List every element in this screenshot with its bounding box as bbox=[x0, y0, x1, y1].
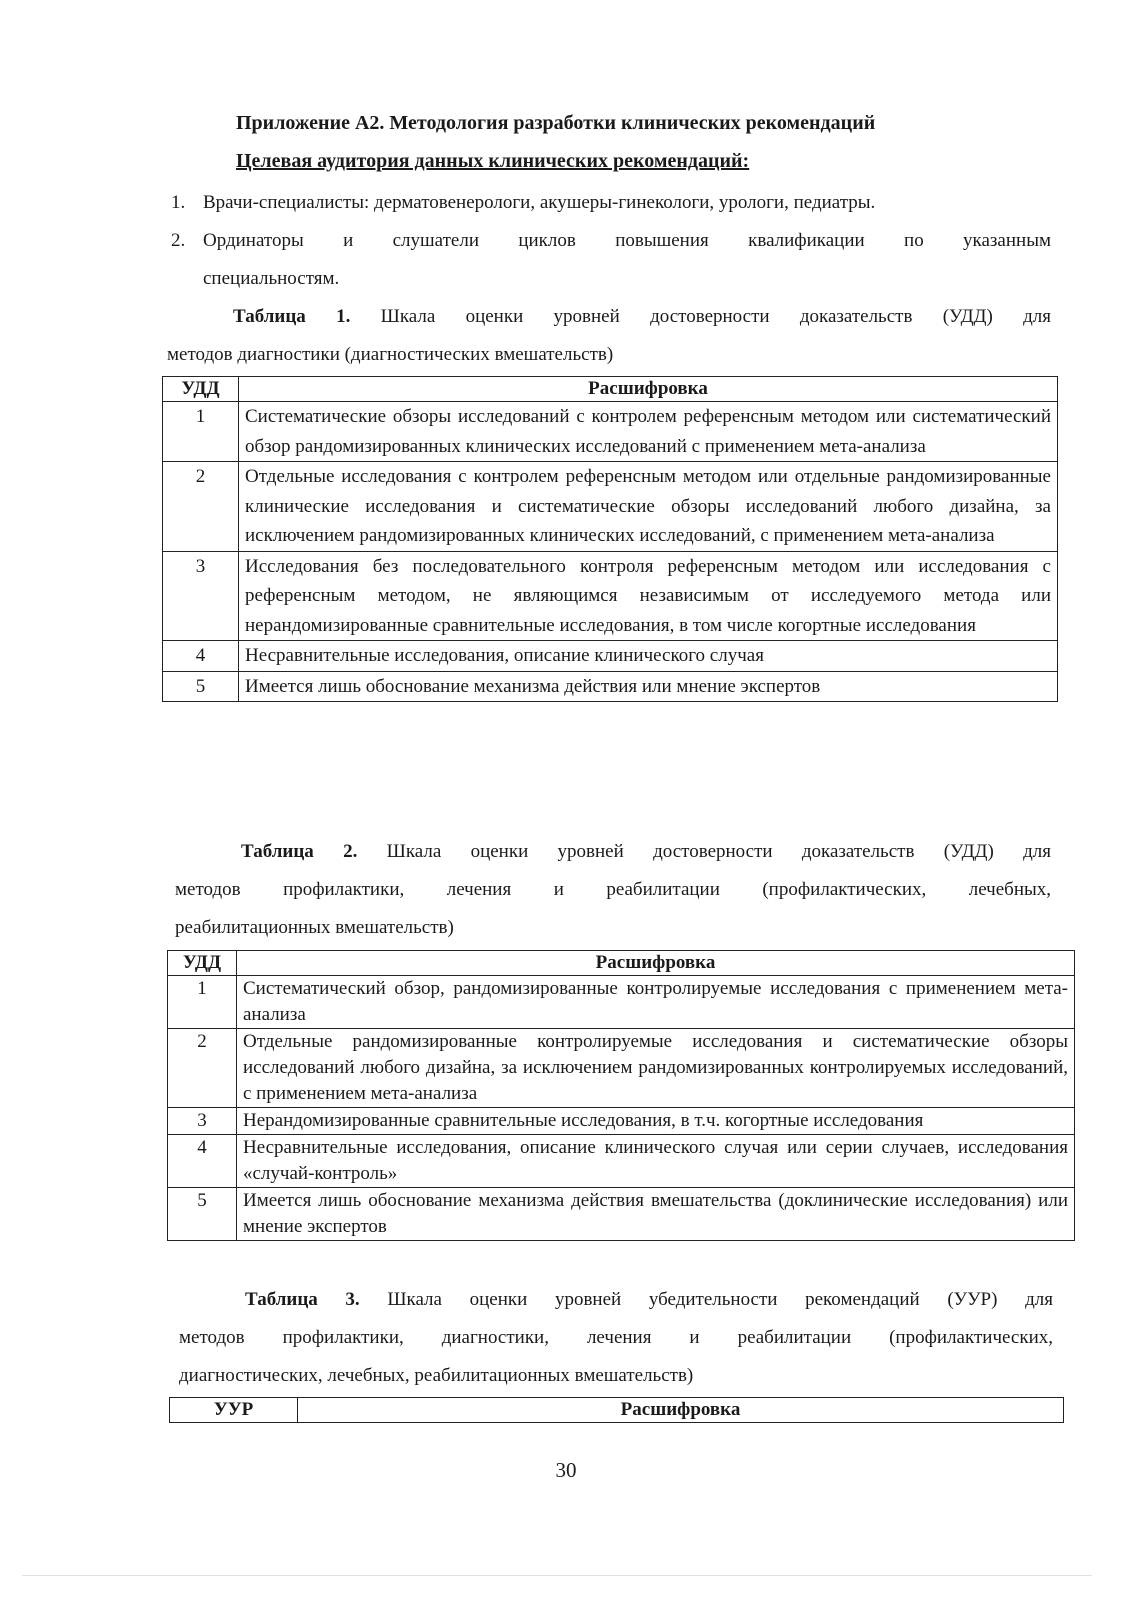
list-text-continuation: специальностям. bbox=[203, 268, 340, 289]
column-header-udd: УДД bbox=[163, 377, 239, 402]
list-number: 2. bbox=[171, 230, 186, 251]
table2 bbox=[167, 950, 1075, 1241]
table-row bbox=[168, 976, 1075, 1029]
appendix-heading: Приложение А2. Методология разработки клинических рекомендаций bbox=[236, 112, 876, 134]
description-cell: Нерандомизированные сравнительные исследования, в т.ч. когортные исследования bbox=[237, 1108, 1075, 1135]
level-cell: 4 bbox=[168, 1135, 237, 1188]
list-text: Врачи-специалисты: дерматовенерологи, акушеры-гинекологи, урологи, педиатры. bbox=[203, 192, 876, 213]
table3-caption bbox=[179, 1281, 1053, 1395]
table-row bbox=[168, 1029, 1075, 1108]
table1-caption bbox=[167, 298, 1051, 374]
audience-heading: Целевая аудитория данных клинических рекомендаций: bbox=[236, 150, 750, 172]
table-header-row bbox=[168, 951, 1075, 976]
table3-label: Таблица 3. bbox=[245, 1289, 360, 1310]
description-cell: Систематические обзоры исследований с контролем референсным методом или систематический обзор рандомизированных клинических исследований с применением мета-анализа bbox=[239, 402, 1058, 462]
table-row bbox=[163, 462, 1058, 552]
table-header-row bbox=[163, 377, 1058, 402]
level-cell: 3 bbox=[168, 1108, 237, 1135]
table-row bbox=[168, 1135, 1075, 1188]
table-row bbox=[168, 1188, 1075, 1241]
level-cell: 5 bbox=[168, 1188, 237, 1241]
level-cell: 2 bbox=[163, 462, 239, 552]
table-row bbox=[168, 1108, 1075, 1135]
table1-label: Таблица 1. bbox=[233, 306, 351, 327]
table-row bbox=[163, 641, 1058, 672]
table3-caption-line2: методов профилактики, диагностики, лечения и реабилитации (профилактических, bbox=[179, 1327, 1053, 1348]
level-cell: 5 bbox=[163, 671, 239, 702]
scan-edge-divider bbox=[22, 1575, 1092, 1576]
description-cell: Отдельные исследования с контролем референсным методом или отдельные рандомизированные клинические исследования и систематические обзоры исследований любого дизайна, за исключением рандомизированных клинических исследований, с применением мета-анализа bbox=[239, 462, 1058, 552]
list-text: Ординаторы и слушатели циклов повышения квалификации по указанным bbox=[203, 230, 1051, 251]
description-cell: Несравнительные исследования, описание клинического случая bbox=[239, 641, 1058, 672]
level-cell: 3 bbox=[163, 551, 239, 641]
level-cell: 2 bbox=[168, 1029, 237, 1108]
level-cell: 4 bbox=[163, 641, 239, 672]
description-cell: Имеется лишь обоснование механизма действия вмешательства (доклинические исследования) или мнение экспертов bbox=[237, 1188, 1075, 1241]
description-cell: Отдельные рандомизированные контролируемые исследования и систематические обзоры исследований любого дизайна, за исключением рандомизированных контролируемых исследований, с применением мета-анализа bbox=[237, 1029, 1075, 1108]
table3 bbox=[169, 1397, 1064, 1423]
level-cell: 1 bbox=[163, 402, 239, 462]
description-cell: Несравнительные исследования, описание клинического случая или серии случаев, исследования «случай-контроль» bbox=[237, 1135, 1075, 1188]
description-cell: Систематический обзор, рандомизированные контролируемые исследования с применением мета-анализа bbox=[237, 976, 1075, 1029]
table-row bbox=[163, 402, 1058, 462]
table2-caption bbox=[175, 833, 1051, 947]
table2-label: Таблица 2. bbox=[241, 841, 358, 862]
description-cell: Исследования без последовательного контроля референсным методом или исследования с референсным методом, не являющимся независимым от исследуемого метода или нерандомизированные сравнительные исследования, в том числе когортные исследования bbox=[239, 551, 1058, 641]
table2-caption-line1: Шкала оценки уровней достоверности доказательств (УДД) для bbox=[386, 841, 1052, 862]
column-header-uur: УУР bbox=[170, 1398, 298, 1423]
column-header-decoding: Расшифровка bbox=[237, 951, 1075, 976]
description-cell: Имеется лишь обоснование механизма действия или мнение экспертов bbox=[239, 671, 1058, 702]
table-row bbox=[163, 671, 1058, 702]
table1 bbox=[162, 376, 1058, 702]
list-number: 1. bbox=[171, 192, 186, 213]
column-header-decoding: Расшифровка bbox=[298, 1398, 1064, 1423]
table2-caption-line2: методов профилактики, лечения и реабилитации (профилактических, лечебных, bbox=[175, 879, 1051, 900]
table1-caption-line1: Шкала оценки уровней достоверности доказательств (УДД) для bbox=[380, 306, 1052, 327]
table3-caption-line3: диагностических, лечебных, реабилитационных вмешательств) bbox=[179, 1365, 694, 1386]
table3-caption-line1: Шкала оценки уровней убедительности рекомендаций (УУР) для bbox=[387, 1289, 1053, 1310]
table2-caption-line3: реабилитационных вмешательств) bbox=[175, 917, 454, 938]
table1-caption-line2: методов диагностики (диагностических вмешательств) bbox=[167, 344, 614, 365]
table-header-row bbox=[170, 1398, 1064, 1423]
column-header-decoding: Расшифровка bbox=[239, 377, 1058, 402]
level-cell: 1 bbox=[168, 976, 237, 1029]
page-number: 30 bbox=[555, 1458, 577, 1482]
table-row bbox=[163, 551, 1058, 641]
column-header-udd: УДД bbox=[168, 951, 237, 976]
